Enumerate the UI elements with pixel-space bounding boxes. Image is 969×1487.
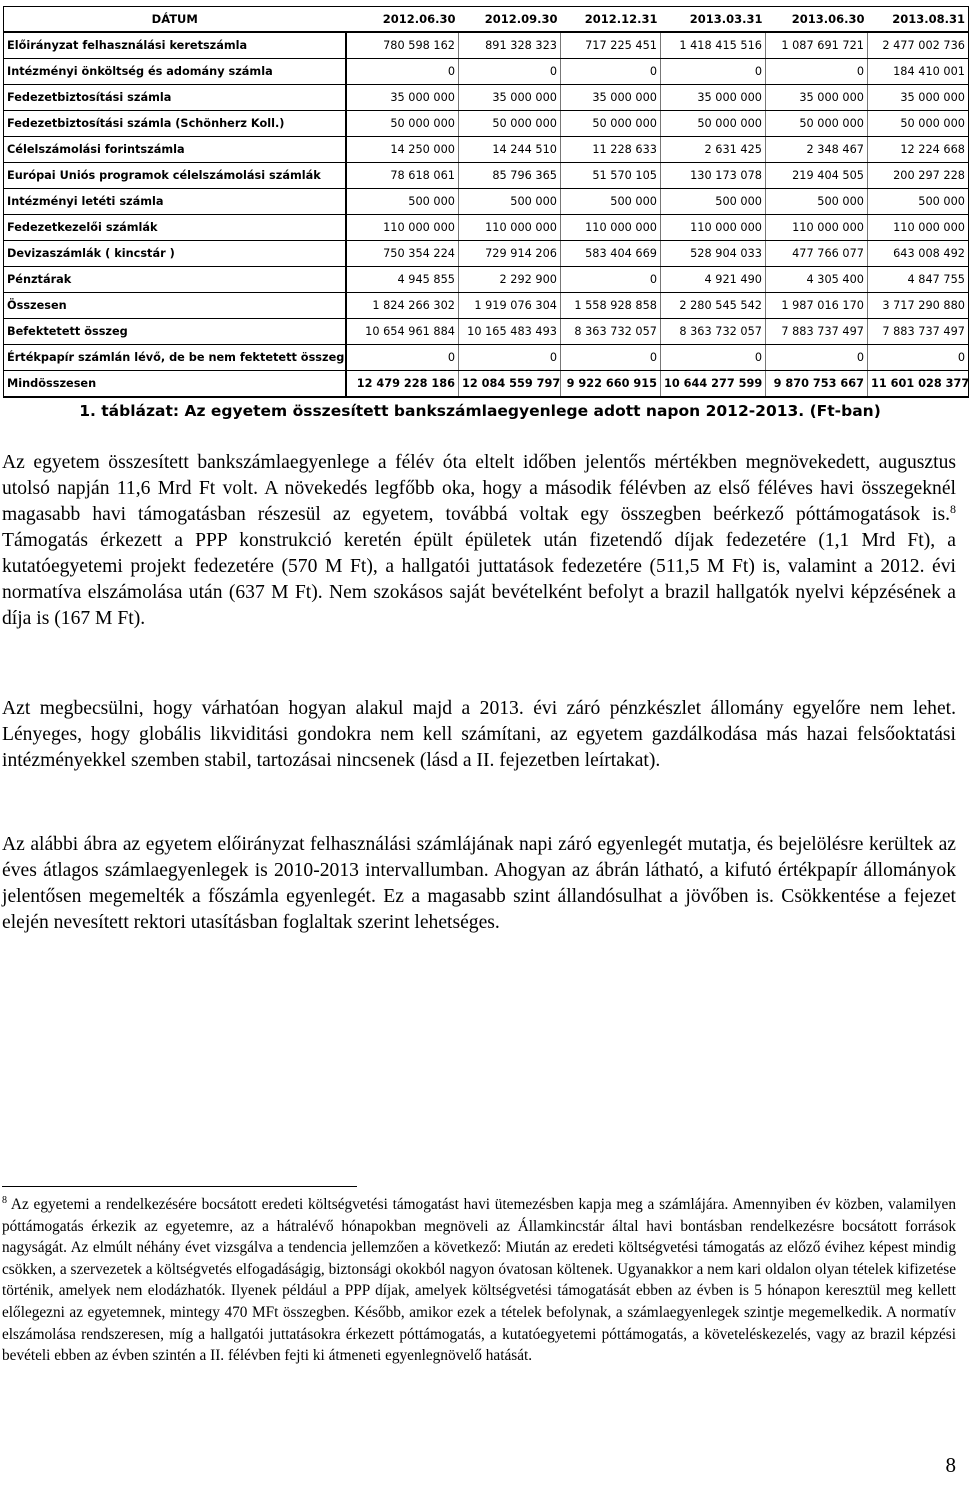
table-cell: 477 766 077 — [766, 241, 868, 267]
table-row — [4, 137, 969, 163]
body-paragraph — [2, 450, 956, 632]
row-label: Pénztárak — [4, 267, 346, 293]
table-cell: 110 000 000 — [661, 215, 766, 241]
table-cell: 1 919 076 304 — [459, 293, 561, 319]
table-cell: 8 363 732 057 — [561, 319, 661, 345]
table-cell: 51 570 105 — [561, 163, 661, 189]
table-cell: 500 000 — [766, 189, 868, 215]
table-cell: 780 598 162 — [346, 32, 459, 59]
table-body — [4, 32, 969, 397]
bank-balance-table — [3, 6, 969, 398]
table-cell: 0 — [459, 345, 561, 371]
table-cell: 528 904 033 — [661, 241, 766, 267]
body-paragraph: Az alábbi ábra az egyetem előirányzat felhasználási számlájának napi záró egyenlegét mutatja, és bejelölésre kerültek az éves átlagos számlaegyenlegek is 2010-2013 intervallumban. Ahogyan az ábrán látható, a kifutó értékpapír állományok jelentősen megemelték a főszámla egyenlegét. Ez a magasabb szint állandósulhat a jövőben is. Csökkentése a fejezet elején nevesített rektori utasításban foglaltak szerint lehetséges. — [2, 834, 956, 933]
row-label: Intézményi önköltség és adomány számla — [4, 59, 346, 85]
table-cell: 0 — [459, 59, 561, 85]
table-row — [4, 59, 969, 85]
header-date: 2012.09.30 — [459, 7, 561, 33]
table-cell: 729 914 206 — [459, 241, 561, 267]
table-cell: 1 558 928 858 — [561, 293, 661, 319]
row-label: Európai Uniós programok célelszámolási számlák — [4, 163, 346, 189]
page-number: 8 — [945, 1453, 956, 1477]
row-label: Előirányzat felhasználási keretszámla — [4, 32, 346, 59]
table-cell: 110 000 000 — [346, 215, 459, 241]
header-date: 2013.06.30 — [766, 7, 868, 33]
table-cell: 643 008 492 — [868, 241, 969, 267]
table-cell: 0 — [346, 345, 459, 371]
table-cell: 9 922 660 915 — [561, 371, 661, 398]
table-cell: 50 000 000 — [868, 111, 969, 137]
table-row — [4, 319, 969, 345]
header-label: DÁTUM — [4, 7, 346, 33]
table-cell: 0 — [661, 59, 766, 85]
paragraph-text: Támogatás érkezett a PPP konstrukció keretén épült épületek után fizetendő díjak fedezetére (1,1 Mrd Ft), a kutatóegyetemi projekt fedezetére (570 M Ft), a hallgatói juttatások fedezetére (511,5 M Ft) is, valamint a 2012. évi normatíva elszámolása után (637 M Ft). Nem szokásos saját bevételként befolyt a brazil hallgatók nyelvi képzésének a díja is (167 M Ft). — [2, 530, 956, 629]
table-row — [4, 267, 969, 293]
table-cell: 1 987 016 170 — [766, 293, 868, 319]
table-cell: 50 000 000 — [346, 111, 459, 137]
table-cell: 184 410 001 — [868, 59, 969, 85]
table-cell: 35 000 000 — [346, 85, 459, 111]
table-cell: 85 796 365 — [459, 163, 561, 189]
table-cell: 50 000 000 — [661, 111, 766, 137]
table-cell: 3 717 290 880 — [868, 293, 969, 319]
table-row — [4, 293, 969, 319]
table-cell: 2 477 002 736 — [868, 32, 969, 59]
row-label: Fedezetbiztosítási számla (Schönherz Koll.) — [4, 111, 346, 137]
table-cell: 11 601 028 377 — [868, 371, 969, 398]
table-cell: 0 — [561, 267, 661, 293]
table-cell: 4 305 400 — [766, 267, 868, 293]
table-cell: 1 418 415 516 — [661, 32, 766, 59]
table-row — [4, 345, 969, 371]
table-cell: 35 000 000 — [561, 85, 661, 111]
table-cell: 50 000 000 — [459, 111, 561, 137]
table-cell: 2 292 900 — [459, 267, 561, 293]
table-cell: 50 000 000 — [766, 111, 868, 137]
table-cell: 500 000 — [459, 189, 561, 215]
table-cell: 35 000 000 — [661, 85, 766, 111]
table-cell: 2 631 425 — [661, 137, 766, 163]
header-date: 2013.08.31 — [868, 7, 969, 33]
table-cell: 583 404 669 — [561, 241, 661, 267]
table-cell: 891 328 323 — [459, 32, 561, 59]
table-cell: 110 000 000 — [561, 215, 661, 241]
table-row — [4, 85, 969, 111]
row-label: Intézményi letéti számla — [4, 189, 346, 215]
table-cell: 1 824 266 302 — [346, 293, 459, 319]
table-cell: 2 280 545 542 — [661, 293, 766, 319]
table-cell: 500 000 — [346, 189, 459, 215]
table-cell: 12 479 228 186 — [346, 371, 459, 398]
table-cell: 14 250 000 — [346, 137, 459, 163]
table-cell: 0 — [661, 345, 766, 371]
table-row — [4, 189, 969, 215]
table-cell: 12 084 559 797 — [459, 371, 561, 398]
row-label: Devizaszámlák ( kincstár ) — [4, 241, 346, 267]
table-cell: 14 244 510 — [459, 137, 561, 163]
table-cell: 0 — [766, 345, 868, 371]
table-cell: 4 847 755 — [868, 267, 969, 293]
row-label: Összesen — [4, 293, 346, 319]
table-cell: 35 000 000 — [459, 85, 561, 111]
table-cell: 0 — [561, 59, 661, 85]
table-cell: 35 000 000 — [868, 85, 969, 111]
table-cell: 200 297 228 — [868, 163, 969, 189]
table-cell: 1 087 691 721 — [766, 32, 868, 59]
table-cell: 500 000 — [661, 189, 766, 215]
table-cell: 110 000 000 — [868, 215, 969, 241]
table-row — [4, 215, 969, 241]
table-row — [4, 111, 969, 137]
table-cell: 78 618 061 — [346, 163, 459, 189]
table-cell: 4 921 490 — [661, 267, 766, 293]
table-cell: 2 348 467 — [766, 137, 868, 163]
table-cell: 219 404 505 — [766, 163, 868, 189]
table-row — [4, 371, 969, 398]
table-cell: 0 — [766, 59, 868, 85]
row-label: Fedezetbiztosítási számla — [4, 85, 346, 111]
table-cell: 10 644 277 599 — [661, 371, 766, 398]
footnote — [2, 1194, 956, 1367]
table-cell: 500 000 — [561, 189, 661, 215]
header-date: 2012.06.30 — [346, 7, 459, 33]
paragraph-text: Az egyetem összesített bankszámlaegyenlege a félév óta eltelt időben jelentős mértékben megnövekedett, augusztus utolsó napján 11,6 Mrd Ft volt. A növekedés legfőbb oka, hogy a második félévben az első féléves havi összegeknél magasabb havi támogatásban részesül az egyetem, továbbá voltak egy összegben beérkező póttámogatások is. — [2, 452, 956, 525]
table-cell: 110 000 000 — [766, 215, 868, 241]
table-cell: 750 354 224 — [346, 241, 459, 267]
table-row — [4, 163, 969, 189]
table-cell: 35 000 000 — [766, 85, 868, 111]
table-cell: 0 — [346, 59, 459, 85]
row-label: Célelszámolási forintszámla — [4, 137, 346, 163]
table-cell: 0 — [868, 345, 969, 371]
table-row — [4, 32, 969, 59]
header-date: 2012.12.31 — [561, 7, 661, 33]
table-cell: 7 883 737 497 — [868, 319, 969, 345]
row-label: Mindösszesen — [4, 371, 346, 398]
row-label: Fedezetkezelői számlák — [4, 215, 346, 241]
table-cell: 0 — [561, 345, 661, 371]
footnote-marker: 8 — [2, 1195, 7, 1206]
table-cell: 10 165 483 493 — [459, 319, 561, 345]
table-cell: 130 173 078 — [661, 163, 766, 189]
row-label: Befektetett összeg — [4, 319, 346, 345]
table-cell: 7 883 737 497 — [766, 319, 868, 345]
table-cell: 4 945 855 — [346, 267, 459, 293]
table-cell: 50 000 000 — [561, 111, 661, 137]
table-cell: 11 228 633 — [561, 137, 661, 163]
table-row — [4, 241, 969, 267]
footnote-reference: 8 — [950, 502, 956, 516]
table-cell: 9 870 753 667 — [766, 371, 868, 398]
header-date: 2013.03.31 — [661, 7, 766, 33]
table-cell: 110 000 000 — [459, 215, 561, 241]
table-cell: 10 654 961 884 — [346, 319, 459, 345]
footnote-separator — [2, 1186, 357, 1187]
footnote-text: Az egyetemi a rendelkezésére bocsátott eredeti költségvetési támogatást havi ütemezésben kapja meg a számlájára. Amennyiben év közben, valamilyen póttámogatás érkezik az egyetemre, az a hátralévő hónapokban megnöveli az Államkincstár által havi bontásban rendelkezésre bocsátott források nagyságát. Az elmúlt néhány évet vizsgálva a tendencia jellemzően a következő: Miután az eredeti költségvetési támogatás az előző évihez képest mindig csökken, a szervezetek a költségvetés elfogadáságig, biztonsági okokból nagyon óvatosan költenek. Ugyanakkor a nem kari oldalon olyan tételek kifizetése történik, amelyek nem elodázhatók. Ilyenek például a PPP díjak, amelyek költségvetési támogatását ebben az évben is 5 hónapon keresztül meg kellett előlegezni az egyetemnek, mintegy 470 MFt összegben. Később, amikor ezek a tételek befolynak, a számlaegyenlegek szintje megemelkedik. A normatív elszámolása rendszeresen, míg a hallgatói juttatásokra érkezett póttámogatás, a kutatóegyetemi póttámogatás, a követeléskezelés, vagy az brazil képzési bevételi ebben az évben szintén a II. félévben fejti ki átmeneti egyenlegnövelő hatását. — [2, 1196, 956, 1365]
table-cell: 12 224 668 — [868, 137, 969, 163]
body-paragraph: Azt megbecsülni, hogy várhatóan hogyan alakul majd a 2013. évi záró pénzkészlet állomány egyelőre nem lehet. Lényeges, hogy globális likviditási gondokra nem kell számítani, az egyetem gazdálkodása más hazai felsőoktatási intézményekkel szemben stabil, tartozásai nincsenek (lásd a II. fejezetben leírtakat). — [2, 698, 956, 771]
table-caption: 1. táblázat: Az egyetem összesített bankszámlaegyenlege adott napon 2012-2013. (Ft-ban) — [79, 402, 881, 420]
table-header-row — [4, 7, 969, 33]
table-cell: 717 225 451 — [561, 32, 661, 59]
table-cell: 500 000 — [868, 189, 969, 215]
table-cell: 8 363 732 057 — [661, 319, 766, 345]
row-label: Értékpapír számlán lévő, de be nem fektetett összeg — [4, 345, 346, 371]
